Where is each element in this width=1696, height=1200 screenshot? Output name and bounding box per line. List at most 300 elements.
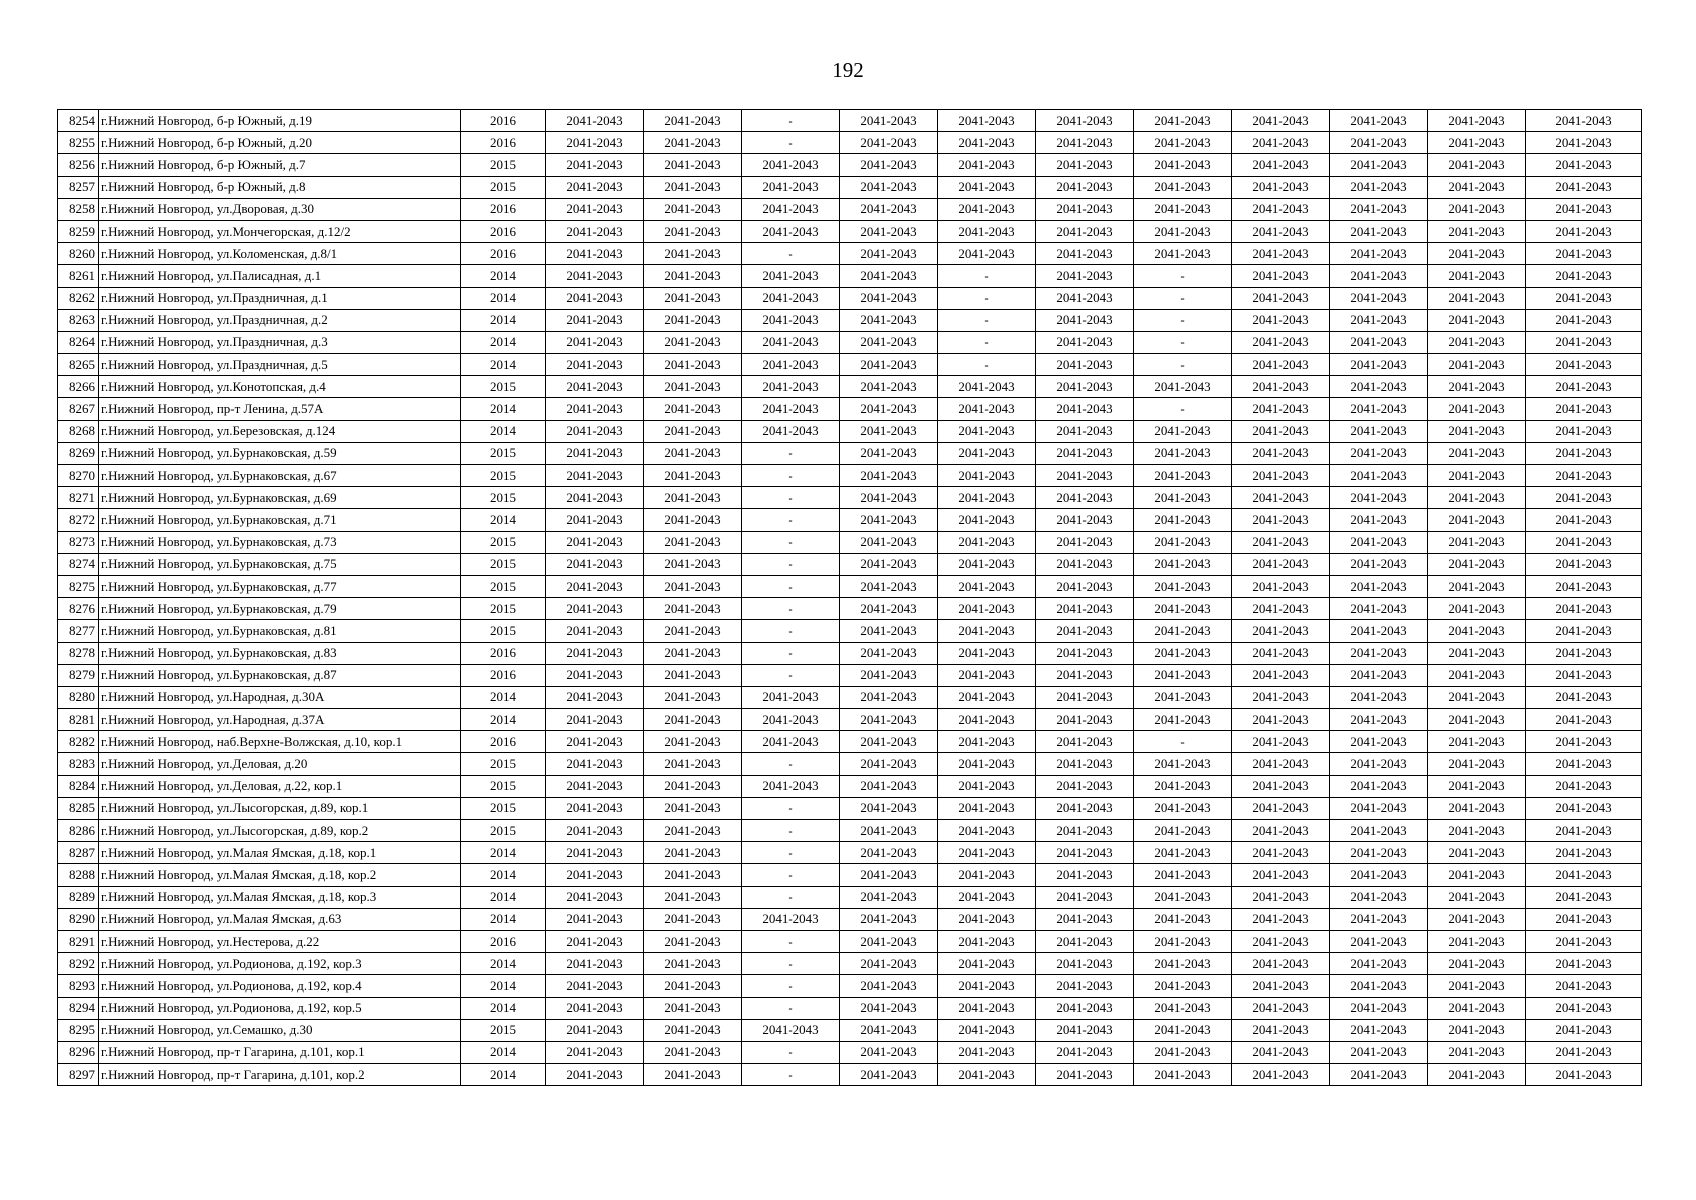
cell-period-7: 2041-2043: [1134, 886, 1232, 908]
cell-period-3: -: [742, 930, 840, 952]
cell-period-6: 2041-2043: [1036, 908, 1134, 930]
cell-row-number: 8272: [58, 509, 99, 531]
cell-period-5: 2041-2043: [938, 1041, 1036, 1063]
cell-period-5: 2041-2043: [938, 797, 1036, 819]
cell-period-7: 2041-2043: [1134, 953, 1232, 975]
cell-period-2: 2041-2043: [644, 509, 742, 531]
cell-period-4: 2041-2043: [840, 287, 938, 309]
cell-period-3: 2041-2043: [742, 398, 840, 420]
cell-period-9: 2041-2043: [1330, 731, 1428, 753]
cell-period-1: 2041-2043: [546, 997, 644, 1019]
cell-period-11: 2041-2043: [1526, 243, 1642, 265]
cell-period-2: 2041-2043: [644, 820, 742, 842]
cell-period-8: 2041-2043: [1232, 930, 1330, 952]
cell-year: 2015: [461, 176, 546, 198]
cell-row-number: 8255: [58, 132, 99, 154]
cell-row-number: 8275: [58, 575, 99, 597]
cell-period-5: 2041-2043: [938, 997, 1036, 1019]
cell-row-number: 8274: [58, 553, 99, 575]
cell-period-6: 2041-2043: [1036, 575, 1134, 597]
cell-period-9: 2041-2043: [1330, 487, 1428, 509]
cell-period-5: -: [938, 354, 1036, 376]
cell-period-4: 2041-2043: [840, 642, 938, 664]
cell-period-2: 2041-2043: [644, 110, 742, 132]
cell-period-7: 2041-2043: [1134, 243, 1232, 265]
cell-period-3: 2041-2043: [742, 198, 840, 220]
cell-period-1: 2041-2043: [546, 975, 644, 997]
cell-row-number: 8282: [58, 731, 99, 753]
table-row: [58, 709, 1642, 731]
cell-period-7: 2041-2043: [1134, 753, 1232, 775]
table-row: [58, 132, 1642, 154]
cell-period-5: 2041-2043: [938, 487, 1036, 509]
cell-period-5: 2041-2043: [938, 1064, 1036, 1086]
cell-period-9: 2041-2043: [1330, 930, 1428, 952]
table-row: [58, 620, 1642, 642]
table-row: [58, 598, 1642, 620]
cell-period-7: 2041-2043: [1134, 775, 1232, 797]
cell-period-7: 2041-2043: [1134, 575, 1232, 597]
cell-period-3: -: [742, 132, 840, 154]
cell-address: г.Нижний Новгород, ул.Семашко, д.30: [99, 1019, 461, 1041]
cell-period-8: 2041-2043: [1232, 731, 1330, 753]
cell-period-10: 2041-2043: [1428, 753, 1526, 775]
cell-address: г.Нижний Новгород, ул.Деловая, д.22, кор.1: [99, 775, 461, 797]
table-row: [58, 198, 1642, 220]
cell-period-5: -: [938, 309, 1036, 331]
cell-period-9: 2041-2043: [1330, 553, 1428, 575]
cell-period-6: 2041-2043: [1036, 842, 1134, 864]
cell-address: г.Нижний Новгород, пр-т Ленина, д.57А: [99, 398, 461, 420]
cell-period-11: 2041-2043: [1526, 442, 1642, 464]
cell-period-10: 2041-2043: [1428, 731, 1526, 753]
cell-period-1: 2041-2043: [546, 420, 644, 442]
cell-period-11: 2041-2043: [1526, 797, 1642, 819]
cell-period-6: 2041-2043: [1036, 930, 1134, 952]
cell-period-10: 2041-2043: [1428, 176, 1526, 198]
cell-period-8: 2041-2043: [1232, 420, 1330, 442]
cell-period-5: 2041-2043: [938, 420, 1036, 442]
cell-year: 2016: [461, 198, 546, 220]
cell-period-11: 2041-2043: [1526, 553, 1642, 575]
cell-address: г.Нижний Новгород, наб.Верхне-Волжская, д.10, кор.1: [99, 731, 461, 753]
cell-period-9: 2041-2043: [1330, 908, 1428, 930]
cell-period-1: 2041-2043: [546, 709, 644, 731]
cell-address: г.Нижний Новгород, ул.Бурнаковская, д.87: [99, 664, 461, 686]
cell-period-8: 2041-2043: [1232, 531, 1330, 553]
cell-period-8: 2041-2043: [1232, 287, 1330, 309]
cell-period-8: 2041-2043: [1232, 487, 1330, 509]
cell-period-5: 2041-2043: [938, 953, 1036, 975]
cell-period-2: 2041-2043: [644, 354, 742, 376]
cell-period-10: 2041-2043: [1428, 820, 1526, 842]
cell-address: г.Нижний Новгород, б-р Южный, д.7: [99, 154, 461, 176]
cell-address: г.Нижний Новгород, ул.Лысогорская, д.89, кор.2: [99, 820, 461, 842]
cell-period-2: 2041-2043: [644, 1041, 742, 1063]
cell-period-11: 2041-2043: [1526, 376, 1642, 398]
cell-period-9: 2041-2043: [1330, 1019, 1428, 1041]
cell-period-1: 2041-2043: [546, 753, 644, 775]
cell-period-4: 2041-2043: [840, 487, 938, 509]
cell-period-1: 2041-2043: [546, 110, 644, 132]
cell-period-6: 2041-2043: [1036, 642, 1134, 664]
table-row: [58, 864, 1642, 886]
cell-period-5: 2041-2043: [938, 664, 1036, 686]
cell-period-4: 2041-2043: [840, 110, 938, 132]
table-row: [58, 331, 1642, 353]
cell-period-2: 2041-2043: [644, 465, 742, 487]
cell-period-11: 2041-2043: [1526, 465, 1642, 487]
cell-period-2: 2041-2043: [644, 176, 742, 198]
cell-period-6: 2041-2043: [1036, 1019, 1134, 1041]
cell-period-8: 2041-2043: [1232, 220, 1330, 242]
cell-period-2: 2041-2043: [644, 1064, 742, 1086]
cell-period-6: 2041-2043: [1036, 709, 1134, 731]
cell-period-4: 2041-2043: [840, 376, 938, 398]
cell-period-9: 2041-2043: [1330, 420, 1428, 442]
cell-period-8: 2041-2043: [1232, 775, 1330, 797]
cell-period-8: 2041-2043: [1232, 331, 1330, 353]
cell-row-number: 8286: [58, 820, 99, 842]
cell-period-8: 2041-2043: [1232, 664, 1330, 686]
cell-period-5: 2041-2043: [938, 620, 1036, 642]
cell-period-7: 2041-2043: [1134, 842, 1232, 864]
cell-period-2: 2041-2043: [644, 997, 742, 1019]
cell-period-6: 2041-2043: [1036, 331, 1134, 353]
cell-period-9: 2041-2043: [1330, 1064, 1428, 1086]
cell-period-2: 2041-2043: [644, 487, 742, 509]
cell-period-5: -: [938, 331, 1036, 353]
cell-period-1: 2041-2043: [546, 220, 644, 242]
cell-address: г.Нижний Новгород, ул.Праздничная, д.1: [99, 287, 461, 309]
cell-period-7: 2041-2043: [1134, 531, 1232, 553]
cell-period-11: 2041-2043: [1526, 598, 1642, 620]
cell-year: 2015: [461, 620, 546, 642]
cell-period-11: 2041-2043: [1526, 110, 1642, 132]
cell-period-11: 2041-2043: [1526, 220, 1642, 242]
cell-period-8: 2041-2043: [1232, 908, 1330, 930]
cell-period-1: 2041-2043: [546, 1064, 644, 1086]
cell-row-number: 8264: [58, 331, 99, 353]
cell-period-7: 2041-2043: [1134, 686, 1232, 708]
cell-period-2: 2041-2043: [644, 886, 742, 908]
cell-period-5: 2041-2043: [938, 598, 1036, 620]
cell-period-11: 2041-2043: [1526, 775, 1642, 797]
cell-period-2: 2041-2043: [644, 664, 742, 686]
cell-period-9: 2041-2043: [1330, 575, 1428, 597]
cell-period-9: 2041-2043: [1330, 465, 1428, 487]
cell-period-1: 2041-2043: [546, 465, 644, 487]
cell-period-10: 2041-2043: [1428, 354, 1526, 376]
cell-period-1: 2041-2043: [546, 820, 644, 842]
cell-period-7: -: [1134, 265, 1232, 287]
cell-row-number: 8297: [58, 1064, 99, 1086]
cell-period-4: 2041-2043: [840, 509, 938, 531]
cell-period-6: 2041-2043: [1036, 354, 1134, 376]
cell-row-number: 8262: [58, 287, 99, 309]
cell-period-1: 2041-2043: [546, 509, 644, 531]
cell-period-3: -: [742, 509, 840, 531]
cell-period-3: -: [742, 953, 840, 975]
cell-period-3: 2041-2043: [742, 376, 840, 398]
table-row: [58, 886, 1642, 908]
cell-period-5: 2041-2043: [938, 930, 1036, 952]
cell-period-10: 2041-2043: [1428, 442, 1526, 464]
cell-period-8: 2041-2043: [1232, 354, 1330, 376]
cell-row-number: 8278: [58, 642, 99, 664]
cell-period-11: 2041-2043: [1526, 509, 1642, 531]
cell-row-number: 8294: [58, 997, 99, 1019]
cell-period-4: 2041-2043: [840, 265, 938, 287]
cell-period-5: 2041-2043: [938, 975, 1036, 997]
cell-period-6: 2041-2043: [1036, 465, 1134, 487]
cell-period-10: 2041-2043: [1428, 398, 1526, 420]
cell-period-10: 2041-2043: [1428, 376, 1526, 398]
cell-period-8: 2041-2043: [1232, 1019, 1330, 1041]
cell-period-8: 2041-2043: [1232, 132, 1330, 154]
cell-year: 2014: [461, 864, 546, 886]
cell-row-number: 8284: [58, 775, 99, 797]
cell-period-6: 2041-2043: [1036, 864, 1134, 886]
table-row: [58, 487, 1642, 509]
cell-period-6: 2041-2043: [1036, 265, 1134, 287]
cell-period-4: 2041-2043: [840, 620, 938, 642]
table-row: [58, 465, 1642, 487]
cell-year: 2014: [461, 1064, 546, 1086]
cell-period-11: 2041-2043: [1526, 398, 1642, 420]
cell-period-4: 2041-2043: [840, 553, 938, 575]
cell-year: 2016: [461, 132, 546, 154]
cell-period-9: 2041-2043: [1330, 398, 1428, 420]
cell-period-3: -: [742, 842, 840, 864]
cell-address: г.Нижний Новгород, ул.Бурнаковская, д.79: [99, 598, 461, 620]
cell-period-3: -: [742, 531, 840, 553]
cell-period-2: 2041-2043: [644, 598, 742, 620]
table-row: [58, 420, 1642, 442]
cell-period-5: 2041-2043: [938, 642, 1036, 664]
cell-period-4: 2041-2043: [840, 465, 938, 487]
cell-address: г.Нижний Новгород, ул.Малая Ямская, д.18, кор.3: [99, 886, 461, 908]
cell-period-7: 2041-2043: [1134, 487, 1232, 509]
cell-period-1: 2041-2043: [546, 531, 644, 553]
cell-period-2: 2041-2043: [644, 709, 742, 731]
cell-period-2: 2041-2043: [644, 442, 742, 464]
table-row: [58, 1041, 1642, 1063]
cell-row-number: 8276: [58, 598, 99, 620]
cell-period-9: 2041-2043: [1330, 287, 1428, 309]
cell-period-2: 2041-2043: [644, 775, 742, 797]
cell-year: 2016: [461, 642, 546, 664]
cell-period-5: 2041-2043: [938, 465, 1036, 487]
cell-period-5: 2041-2043: [938, 154, 1036, 176]
cell-period-11: 2041-2043: [1526, 908, 1642, 930]
cell-period-7: 2041-2043: [1134, 132, 1232, 154]
cell-period-3: 2041-2043: [742, 731, 840, 753]
cell-period-4: 2041-2043: [840, 598, 938, 620]
cell-period-8: 2041-2043: [1232, 265, 1330, 287]
cell-period-5: 2041-2043: [938, 753, 1036, 775]
cell-period-4: 2041-2043: [840, 975, 938, 997]
cell-row-number: 8271: [58, 487, 99, 509]
cell-period-7: 2041-2043: [1134, 553, 1232, 575]
cell-period-1: 2041-2043: [546, 354, 644, 376]
table-row: [58, 531, 1642, 553]
cell-period-11: 2041-2043: [1526, 1019, 1642, 1041]
cell-period-5: 2041-2043: [938, 820, 1036, 842]
cell-period-8: 2041-2043: [1232, 642, 1330, 664]
cell-period-9: 2041-2043: [1330, 797, 1428, 819]
cell-period-5: 2041-2043: [938, 575, 1036, 597]
cell-period-2: 2041-2043: [644, 531, 742, 553]
cell-year: 2014: [461, 287, 546, 309]
cell-period-3: 2041-2043: [742, 154, 840, 176]
table-row: [58, 664, 1642, 686]
cell-year: 2015: [461, 820, 546, 842]
cell-year: 2015: [461, 487, 546, 509]
cell-period-4: 2041-2043: [840, 908, 938, 930]
cell-row-number: 8280: [58, 686, 99, 708]
cell-period-11: 2041-2043: [1526, 842, 1642, 864]
cell-period-1: 2041-2043: [546, 598, 644, 620]
cell-address: г.Нижний Новгород, ул.Народная, д.37А: [99, 709, 461, 731]
cell-period-7: 2041-2043: [1134, 420, 1232, 442]
cell-period-7: 2041-2043: [1134, 975, 1232, 997]
cell-period-3: 2041-2043: [742, 775, 840, 797]
cell-period-1: 2041-2043: [546, 487, 644, 509]
cell-period-6: 2041-2043: [1036, 442, 1134, 464]
cell-period-3: 2041-2043: [742, 420, 840, 442]
cell-year: 2016: [461, 930, 546, 952]
cell-period-6: 2041-2043: [1036, 686, 1134, 708]
cell-address: г.Нижний Новгород, ул.Палисадная, д.1: [99, 265, 461, 287]
cell-period-10: 2041-2043: [1428, 842, 1526, 864]
cell-period-11: 2041-2043: [1526, 132, 1642, 154]
cell-period-5: 2041-2043: [938, 1019, 1036, 1041]
cell-period-7: 2041-2043: [1134, 820, 1232, 842]
cell-period-1: 2041-2043: [546, 686, 644, 708]
cell-period-4: 2041-2043: [840, 176, 938, 198]
cell-period-11: 2041-2043: [1526, 420, 1642, 442]
cell-period-8: 2041-2043: [1232, 598, 1330, 620]
cell-year: 2014: [461, 509, 546, 531]
table-row: [58, 575, 1642, 597]
cell-period-11: 2041-2043: [1526, 975, 1642, 997]
table-row: [58, 265, 1642, 287]
cell-period-11: 2041-2043: [1526, 531, 1642, 553]
cell-period-7: 2041-2043: [1134, 1019, 1232, 1041]
cell-period-1: 2041-2043: [546, 198, 644, 220]
table-row: [58, 975, 1642, 997]
cell-period-8: 2041-2043: [1232, 575, 1330, 597]
cell-period-1: 2041-2043: [546, 265, 644, 287]
cell-period-5: 2041-2043: [938, 709, 1036, 731]
cell-period-1: 2041-2043: [546, 1041, 644, 1063]
cell-period-1: 2041-2043: [546, 930, 644, 952]
cell-period-2: 2041-2043: [644, 620, 742, 642]
cell-period-3: 2041-2043: [742, 354, 840, 376]
cell-year: 2014: [461, 975, 546, 997]
cell-row-number: 8283: [58, 753, 99, 775]
cell-period-9: 2041-2043: [1330, 975, 1428, 997]
cell-period-8: 2041-2043: [1232, 243, 1330, 265]
cell-period-4: 2041-2043: [840, 1019, 938, 1041]
cell-period-10: 2041-2043: [1428, 1041, 1526, 1063]
cell-period-8: 2041-2043: [1232, 198, 1330, 220]
cell-period-5: 2041-2043: [938, 553, 1036, 575]
cell-period-3: 2041-2043: [742, 176, 840, 198]
cell-period-8: 2041-2043: [1232, 797, 1330, 819]
cell-period-4: 2041-2043: [840, 709, 938, 731]
cell-row-number: 8289: [58, 886, 99, 908]
cell-period-6: 2041-2043: [1036, 132, 1134, 154]
cell-period-4: 2041-2043: [840, 686, 938, 708]
cell-period-6: 2041-2043: [1036, 797, 1134, 819]
cell-period-8: 2041-2043: [1232, 442, 1330, 464]
cell-period-7: -: [1134, 287, 1232, 309]
cell-period-5: 2041-2043: [938, 886, 1036, 908]
cell-period-2: 2041-2043: [644, 842, 742, 864]
cell-row-number: 8277: [58, 620, 99, 642]
cell-period-9: 2041-2043: [1330, 820, 1428, 842]
cell-period-8: 2041-2043: [1232, 820, 1330, 842]
cell-period-3: 2041-2043: [742, 686, 840, 708]
cell-year: 2015: [461, 376, 546, 398]
cell-period-5: 2041-2043: [938, 110, 1036, 132]
cell-address: г.Нижний Новгород, ул.Мончегорская, д.12/2: [99, 220, 461, 242]
cell-period-5: 2041-2043: [938, 398, 1036, 420]
cell-period-1: 2041-2043: [546, 797, 644, 819]
cell-period-6: 2041-2043: [1036, 176, 1134, 198]
cell-period-10: 2041-2043: [1428, 331, 1526, 353]
cell-period-6: 2041-2043: [1036, 487, 1134, 509]
cell-period-10: 2041-2043: [1428, 642, 1526, 664]
cell-period-6: 2041-2043: [1036, 243, 1134, 265]
cell-address: г.Нижний Новгород, ул.Коломенская, д.8/1: [99, 243, 461, 265]
cell-period-11: 2041-2043: [1526, 731, 1642, 753]
cell-period-9: 2041-2043: [1330, 154, 1428, 176]
cell-period-1: 2041-2043: [546, 575, 644, 597]
table-row: [58, 110, 1642, 132]
cell-period-11: 2041-2043: [1526, 198, 1642, 220]
cell-period-7: 2041-2043: [1134, 465, 1232, 487]
cell-address: г.Нижний Новгород, ул.Бурнаковская, д.75: [99, 553, 461, 575]
cell-year: 2014: [461, 886, 546, 908]
cell-period-1: 2041-2043: [546, 664, 644, 686]
cell-period-1: 2041-2043: [546, 775, 644, 797]
cell-period-9: 2041-2043: [1330, 598, 1428, 620]
cell-period-10: 2041-2043: [1428, 110, 1526, 132]
cell-period-6: 2041-2043: [1036, 598, 1134, 620]
cell-period-2: 2041-2043: [644, 376, 742, 398]
cell-period-9: 2041-2043: [1330, 997, 1428, 1019]
cell-period-2: 2041-2043: [644, 1019, 742, 1041]
table-row: [58, 797, 1642, 819]
cell-address: г.Нижний Новгород, ул.Народная, д.30А: [99, 686, 461, 708]
cell-period-4: 2041-2043: [840, 442, 938, 464]
cell-year: 2016: [461, 220, 546, 242]
cell-year: 2015: [461, 154, 546, 176]
cell-period-4: 2041-2043: [840, 664, 938, 686]
cell-row-number: 8285: [58, 797, 99, 819]
cell-address: г.Нижний Новгород, ул.Родионова, д.192, кор.4: [99, 975, 461, 997]
cell-year: 2014: [461, 842, 546, 864]
cell-period-5: 2041-2043: [938, 442, 1036, 464]
cell-period-6: 2041-2043: [1036, 420, 1134, 442]
cell-period-6: 2041-2043: [1036, 1064, 1134, 1086]
cell-year: 2014: [461, 908, 546, 930]
cell-period-6: 2041-2043: [1036, 975, 1134, 997]
cell-period-2: 2041-2043: [644, 132, 742, 154]
